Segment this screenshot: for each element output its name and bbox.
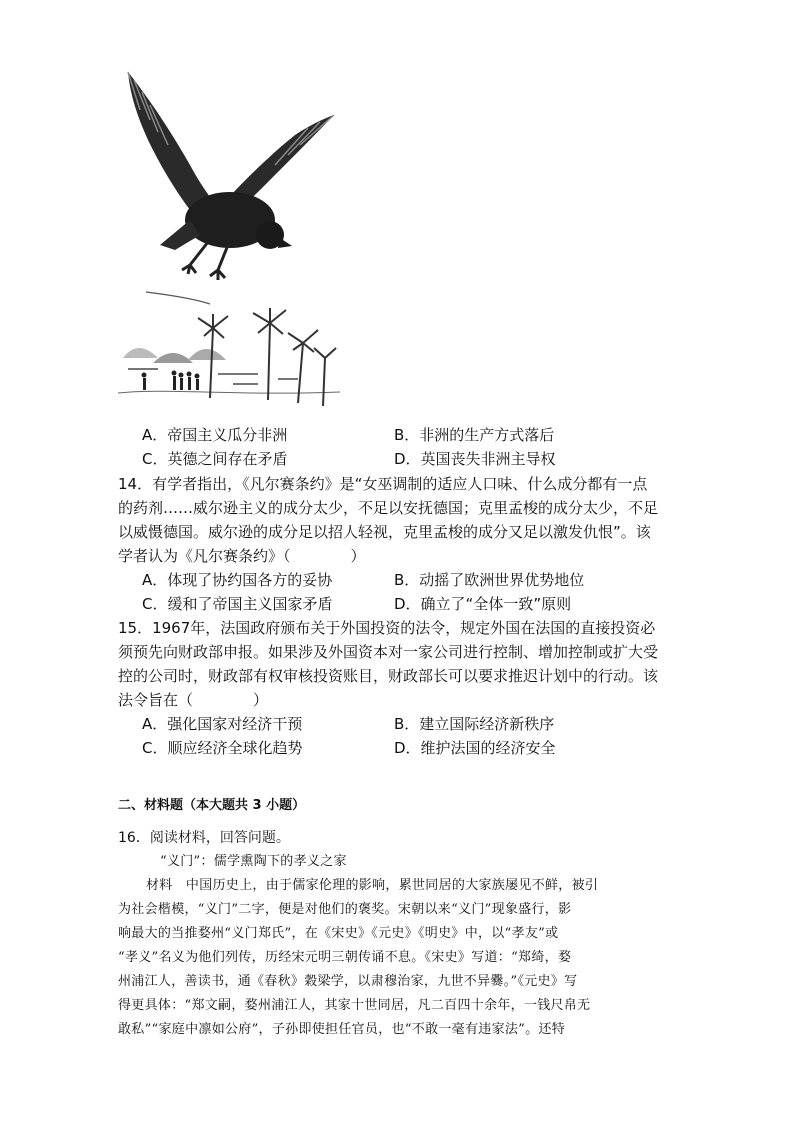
q14-stem-line: 14．有学者指出，《凡尔赛条约》是“女巫调制的适应人口味、什么成分都有一点 [118,475,648,493]
q15-option-b: B．建立国际经济新秩序 [394,715,555,733]
material-line: 州浦江人，善读书，通《春秋》穀梁学，以肃穆治家，九世不异爨。”《元史》写 [118,974,578,989]
q15-option-c: C．顺应经济全球化趋势 [142,739,303,757]
material-line: 材料 中国历史上，由于儒家伦理的影响，累世同居的大家族屡见不鲜，被引 [146,878,599,893]
q15-option-d: D．维护法国的经济安全 [394,739,556,757]
q14-stem-line: 以威慑德国。威尔逊的成分足以招人轻视，克里孟梭的成分又足以激发仇恨”。该 [118,523,651,541]
q15-option-a: A．强化国家对经济干预 [142,715,303,733]
material-line: 敢私”“家庭中凛如公府”，子孙即使担任官员，也“不敢一毫有违家法”。还特 [118,1022,566,1037]
material-line: 响最大的当推婺州“义门郑氏”，在《宋史》《元史》《明史》中，以“孝友”或 [118,926,559,941]
q13-option-c: C．英德之间存在矛盾 [142,450,288,468]
q14-option-c: C．缓和了帝国主义国家矛盾 [142,595,333,613]
q16-stem: 16．阅读材料，回答问题。 [118,830,290,846]
landscape-illustration [118,288,340,413]
section-heading: 二、材料题（本大题共 3 小题） [118,798,306,813]
q14-option-a: A．体现了协约国各方的妥协 [142,571,333,589]
material-line: 为社会楷模，“义门”二字，便是对他们的褒奖。宋朝以来“义门”现象盛行，影 [118,902,572,917]
q14-stem-line: 学者认为《凡尔赛条约》（ ） [118,547,366,565]
eagle-illustration [120,70,340,285]
q15-stem-line: 控的公司时，财政部有权审核投资账目，财政部长可以要求推迟计划中的行动。该 [118,667,659,685]
q15-stem-line: 15．1967年，法国政府颁布关于外国投资的法令，规定外国在法国的直接投资必 [118,619,656,637]
material-line: 得更具体：“郑文嗣，婺州浦江人，其家十世同居，凡二百四十余年，一钱尺帛无 [118,998,591,1013]
q13-option-d: D．英国丧失非洲主导权 [394,450,556,468]
q13-option-a: A．帝国主义瓜分非洲 [142,426,288,444]
q14-stem-line: 的药剂……威尔逊主义的成分太少，不足以安抚德国；克里孟梭的成分太少，不足 [118,499,659,517]
q15-stem-line: 须预先向财政部申报。如果涉及外国资本对一家公司进行控制、增加控制或扩大受 [118,643,659,661]
material-line: “孝义”名义为他们列传，历经宋元明三朝传诵不息。《宋史》写道：“郑绮，婺 [118,950,572,965]
q13-option-b: B．非洲的生产方式落后 [394,426,555,444]
q14-option-d: D．确立了“全体一致”原则 [394,595,572,613]
q14-option-b: B．动摇了欧洲世界优势地位 [394,571,585,589]
material-title: “义门”：儒学熏陶下的孝义之家 [160,854,347,869]
q15-stem-line: 法令旨在（ ） [118,691,269,709]
